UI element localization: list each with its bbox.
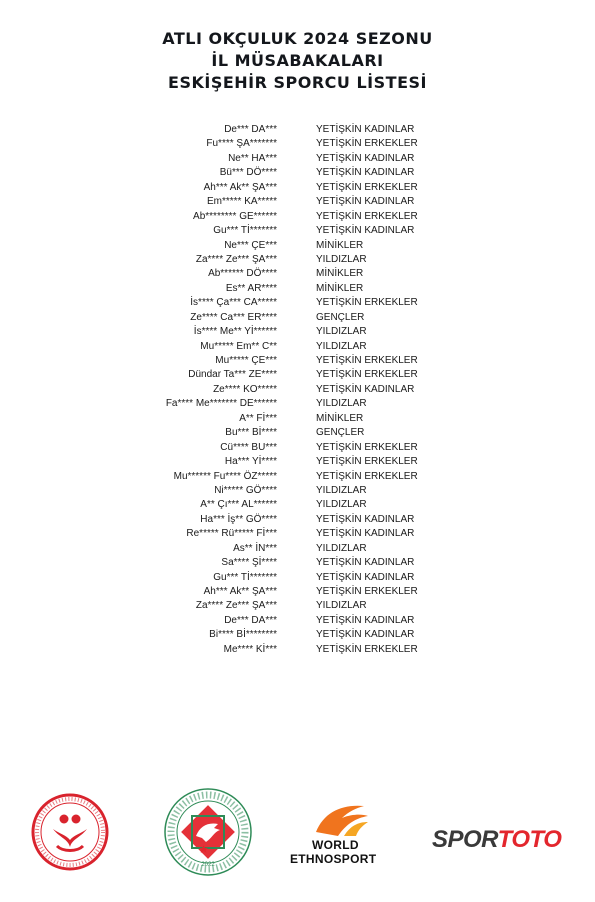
athlete-row	[0, 412, 595, 426]
athlete-category: YETİŞKİN ERKEKLER	[316, 138, 418, 150]
athlete-category: MİNİKLER	[316, 268, 364, 280]
athlete-category: YETİŞKİN KADINLAR	[316, 629, 415, 641]
athlete-row	[0, 181, 595, 195]
world-ethnosport-line1: WORLD	[312, 838, 359, 852]
athlete-name: A** Çı*** AL******	[200, 499, 277, 511]
title-line-2: İL MÜSABAKALARI	[211, 51, 384, 70]
athlete-name: Za**** Ze*** ŞA***	[195, 600, 277, 612]
athlete-name: Ne** HA***	[228, 152, 277, 164]
athlete-row	[0, 470, 595, 484]
athlete-category: YILDIZLAR	[316, 484, 367, 496]
athlete-name: Ni***** GÖ****	[214, 484, 277, 496]
federation-logo	[162, 786, 254, 878]
athlete-category: MİNİKLER	[316, 282, 364, 294]
athlete-row	[0, 383, 595, 397]
athlete-name: Sa**** Şİ****	[221, 557, 277, 569]
athlete-row	[0, 253, 595, 267]
athlete-name: As** İN***	[233, 542, 277, 554]
athlete-row	[0, 325, 595, 339]
athlete-name: Mu****** Fu**** ÖZ*****	[173, 470, 277, 482]
athlete-name: Ah*** Ak** ŞA***	[203, 586, 277, 597]
athlete-category: YILDIZLAR	[316, 326, 367, 338]
athlete-row	[0, 296, 595, 310]
athlete-row	[0, 498, 595, 512]
athlete-name: Za**** Ze*** ŞA***	[195, 253, 277, 265]
athlete-row	[0, 397, 595, 411]
athlete-row	[0, 527, 595, 541]
athlete-row	[0, 643, 595, 657]
athlete-category: YILDIZLAR	[316, 600, 367, 612]
athlete-category: YETİŞKİN KADINLAR	[316, 383, 415, 395]
athlete-category: YETİŞKİN KADINLAR	[316, 557, 415, 569]
athlete-category: YILDIZLAR	[316, 253, 367, 265]
athlete-row	[0, 239, 595, 253]
athlete-row	[0, 224, 595, 238]
athlete-row	[0, 455, 595, 469]
athlete-row	[0, 599, 595, 613]
athlete-name: Ze**** KO*****	[213, 383, 277, 395]
athlete-name: Bu*** Bİ****	[225, 427, 277, 439]
athlete-category: YILDIZLAR	[316, 499, 367, 511]
athlete-name: Em***** KA*****	[206, 196, 277, 208]
athlete-row	[0, 354, 595, 368]
athlete-category: YETİŞKİN KADINLAR	[316, 152, 415, 164]
athlete-name: De*** DA***	[224, 124, 277, 135]
athlete-name: Ne*** ÇE***	[224, 239, 277, 251]
athlete-name: Es** AR****	[225, 282, 277, 294]
athlete-name: Ha*** İş** GÖ****	[200, 513, 277, 525]
athlete-list	[0, 123, 595, 657]
athlete-name: İs**** Ça*** CA*****	[190, 297, 277, 309]
athlete-row	[0, 513, 595, 527]
athlete-category: YETİŞKİN KADINLAR	[316, 614, 415, 626]
athlete-name: Bü*** DÖ****	[219, 167, 277, 179]
athlete-category: YETİŞKİN ERKEKLER	[316, 456, 418, 468]
federation-year: 2022	[201, 862, 215, 868]
title-line-3: ESKİŞEHİR SPORCU LİSTESİ	[168, 73, 427, 92]
athlete-name: A** Fİ***	[239, 412, 277, 424]
athlete-row	[0, 585, 595, 599]
athlete-name: Mu***** Em** C**	[200, 340, 277, 352]
title-line-1: ATLI OKÇULUK 2024 SEZONU	[162, 29, 433, 48]
athlete-category: YETİŞKİN ERKEKLER	[316, 355, 418, 366]
athlete-name: Cü**** BU***	[220, 441, 277, 453]
athlete-name: Ab******** GE******	[193, 210, 277, 222]
athlete-category: YETİŞKİN KADINLAR	[316, 513, 415, 525]
athlete-category: YETİŞKİN KADINLAR	[316, 225, 415, 237]
page-title	[0, 28, 595, 94]
athlete-row	[0, 137, 595, 151]
athlete-category: GENÇLER	[316, 311, 365, 323]
athlete-category: YETİŞKİN KADINLAR	[316, 571, 415, 583]
athlete-name: De*** DA***	[224, 614, 277, 626]
athlete-row	[0, 311, 595, 325]
athlete-category: YETİŞKİN ERKEKLER	[316, 643, 418, 655]
athlete-name: Ha*** Yİ****	[224, 456, 277, 468]
athlete-row	[0, 123, 595, 137]
athlete-row	[0, 152, 595, 166]
athlete-category: YILDIZLAR	[316, 542, 367, 554]
athlete-category: YETİŞKİN ERKEKLER	[316, 441, 418, 453]
athlete-category: YETİŞKİN ERKEKLER	[316, 297, 418, 309]
athlete-category: YETİŞKİN ERKEKLER	[316, 369, 418, 381]
athlete-name: Gu*** Tİ*******	[213, 571, 277, 583]
world-ethnosport-line2: ETHNOSPORT	[290, 852, 377, 866]
sponsor-logos	[0, 782, 595, 882]
athlete-row	[0, 614, 595, 628]
athlete-category: MİNİKLER	[316, 239, 364, 251]
athlete-row	[0, 426, 595, 440]
athlete-category: YETİŞKİN ERKEKLER	[316, 586, 418, 597]
athlete-row	[0, 556, 595, 570]
athlete-name: İs**** Me** Yİ******	[193, 326, 277, 338]
athlete-category: YILDIZLAR	[316, 340, 367, 352]
athlete-category: YILDIZLAR	[316, 398, 367, 410]
athlete-name: Me**** Kİ***	[223, 643, 277, 655]
athlete-name: Fu**** ŞA*******	[206, 138, 277, 150]
athlete-row	[0, 571, 595, 585]
sportoto-logo	[432, 822, 568, 858]
sportoto-part-2: TOTO	[497, 826, 562, 853]
athlete-name: Gu*** Tİ*******	[213, 225, 277, 237]
athlete-category: YETİŞKİN ERKEKLER	[316, 470, 418, 482]
athlete-name: Re***** Rü***** Fİ***	[186, 528, 277, 540]
athlete-name: Ze**** Ca*** ER****	[190, 311, 277, 323]
athlete-name: Ah*** Ak** ŞA***	[203, 181, 277, 193]
ethnosport-swoosh-icon	[286, 802, 396, 842]
athlete-row	[0, 166, 595, 180]
sportoto-part-1: SPOR	[432, 826, 498, 853]
ministry-seal-icon	[30, 792, 110, 872]
athlete-name: Bi**** Bİ********	[209, 629, 277, 641]
world-ethnosport-logo	[286, 802, 396, 872]
athlete-category: YETİŞKİN ERKEKLER	[316, 181, 418, 193]
athlete-row	[0, 210, 595, 224]
athlete-row	[0, 340, 595, 354]
sportoto-wordmark	[432, 826, 561, 854]
athlete-category: YETİŞKİN KADINLAR	[316, 124, 415, 135]
athlete-row	[0, 368, 595, 382]
athlete-category: YETİŞKİN KADINLAR	[316, 167, 415, 179]
athlete-row	[0, 282, 595, 296]
athlete-category: YETİŞKİN ERKEKLER	[316, 210, 418, 222]
athlete-row	[0, 441, 595, 455]
athlete-category: GENÇLER	[316, 427, 365, 439]
athlete-row	[0, 628, 595, 642]
athlete-name: Mu***** ÇE***	[215, 355, 277, 366]
athlete-row	[0, 195, 595, 209]
athlete-name: Ab****** DÖ****	[208, 268, 277, 280]
ministry-logo	[30, 792, 110, 872]
athlete-row	[0, 484, 595, 498]
athlete-name: Fa**** Me******* DE******	[165, 398, 277, 410]
athlete-category: YETİŞKİN KADINLAR	[316, 196, 415, 208]
athlete-row	[0, 542, 595, 556]
athlete-name: Dündar Ta*** ZE****	[188, 369, 277, 381]
athlete-category: YETİŞKİN KADINLAR	[316, 528, 415, 540]
athlete-category: MİNİKLER	[316, 412, 364, 424]
athlete-row	[0, 267, 595, 281]
